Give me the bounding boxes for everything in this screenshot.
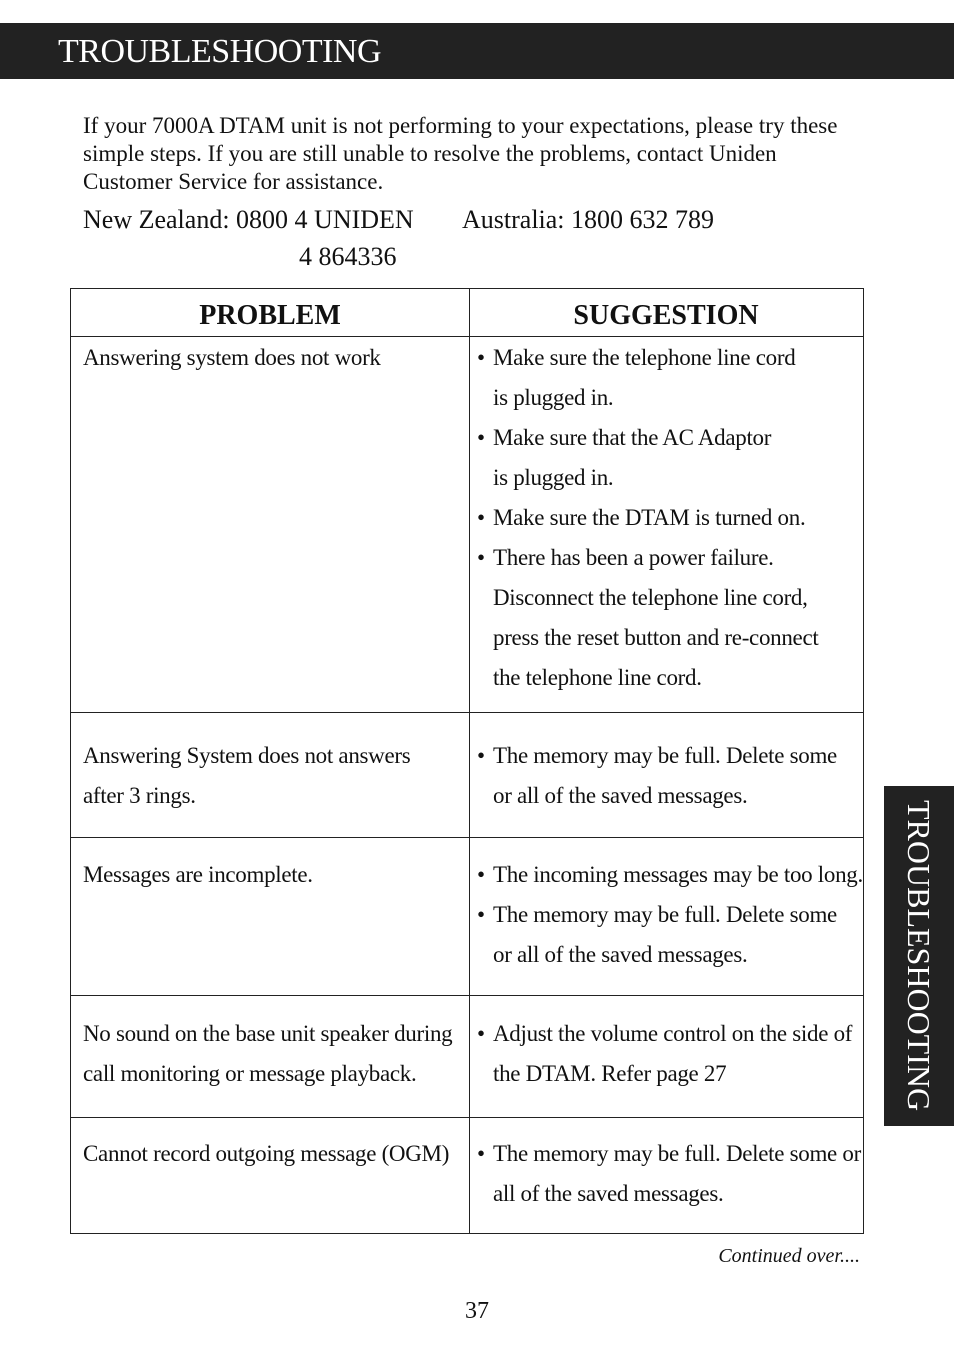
suggestion-text: The memory may be full. Delete some [493, 743, 837, 768]
suggestion-item [477, 895, 863, 975]
bullet-icon: • [477, 1021, 485, 1046]
suggestion-text: The memory may be full. Delete some or [493, 1141, 861, 1166]
suggestion-item [477, 498, 863, 538]
contact-new-zealand: New Zealand: 0800 4 UNIDEN [83, 205, 414, 234]
problem-cell [83, 338, 461, 378]
intro-line: Customer Service for assistance. [83, 169, 384, 194]
suggestion-text: is plugged in. [493, 385, 614, 410]
suggestion-list [477, 736, 863, 816]
contact-new-zealand-alt: 4 864336 [299, 242, 397, 271]
suggestion-text: is plugged in. [493, 465, 614, 490]
suggestion-text: Make sure that the AC Adaptor [493, 425, 772, 450]
side-tab-label: TROUBLESHOOTING [901, 800, 937, 1112]
suggestion-item [477, 855, 863, 895]
suggestion-text: all of the saved messages. [493, 1181, 724, 1206]
problem-text: after 3 rings. [83, 783, 196, 808]
suggestion-text: press the reset button and re-connect [493, 625, 819, 650]
header-suggestion: SUGGESTION [573, 300, 759, 331]
row-divider [71, 837, 863, 838]
page-number: 37 [465, 1298, 489, 1324]
suggestion-text: Make sure the telephone line cord [493, 345, 796, 370]
bullet-icon: • [477, 345, 485, 370]
suggestion-text: the DTAM. Refer page 27 [493, 1061, 727, 1086]
bullet-icon: • [477, 862, 485, 887]
problem-cell [83, 1014, 461, 1094]
suggestion-text: the telephone line cord. [493, 665, 702, 690]
bullet-icon: • [477, 505, 485, 530]
problem-text: Answering System does not answers [83, 743, 411, 768]
intro-line: If your 7000A DTAM unit is not performing to your expectations, please try these [83, 113, 838, 138]
problem-cell [83, 855, 461, 895]
row-divider [71, 995, 863, 996]
bullet-icon: • [477, 743, 485, 768]
suggestion-text: The memory may be full. Delete some [493, 902, 837, 927]
bullet-icon: • [477, 902, 485, 927]
intro-paragraph [83, 112, 873, 196]
suggestion-list [477, 1134, 863, 1214]
troubleshooting-table [70, 288, 864, 1234]
suggestion-text: or all of the saved messages. [493, 783, 748, 808]
suggestion-list [477, 1014, 863, 1094]
problem-text: Cannot record outgoing message (OGM) [83, 1141, 450, 1166]
suggestion-item [477, 1134, 863, 1214]
suggestion-text: Adjust the volume control on the side of [493, 1021, 853, 1046]
suggestion-text: The incoming messages may be too long. [493, 862, 863, 887]
page-title: TROUBLESHOOTING [58, 33, 382, 70]
suggestion-list [477, 855, 863, 975]
suggestion-text: or all of the saved messages. [493, 942, 748, 967]
bullet-icon: • [477, 545, 485, 570]
suggestion-item [477, 736, 863, 816]
problem-text: Messages are incomplete. [83, 862, 313, 887]
row-divider [71, 1117, 863, 1118]
row-divider [71, 336, 863, 337]
suggestion-list [477, 338, 863, 698]
problem-text: No sound on the base unit speaker during [83, 1021, 453, 1046]
column-divider [469, 289, 470, 1233]
suggestion-item [477, 418, 863, 498]
suggestion-text: Disconnect the telephone line cord, [493, 585, 808, 610]
bullet-icon: • [477, 1141, 485, 1166]
intro-line: simple steps. If you are still unable to resolve the problems, contact Uniden [83, 141, 777, 166]
continued-note: Continued over.... [718, 1245, 860, 1267]
contact-australia: Australia: 1800 632 789 [462, 205, 715, 234]
problem-text: Answering system does not work [83, 345, 381, 370]
suggestion-item [477, 538, 863, 698]
problem-text: call monitoring or message playback. [83, 1061, 417, 1086]
problem-cell [83, 1134, 461, 1174]
row-divider [71, 712, 863, 713]
bullet-icon: • [477, 425, 485, 450]
suggestion-text: There has been a power failure. [493, 545, 774, 570]
header-problem: PROBLEM [199, 300, 341, 331]
problem-cell [83, 736, 461, 816]
suggestion-item [477, 338, 863, 418]
suggestion-text: Make sure the DTAM is turned on. [493, 505, 806, 530]
suggestion-item [477, 1014, 863, 1094]
